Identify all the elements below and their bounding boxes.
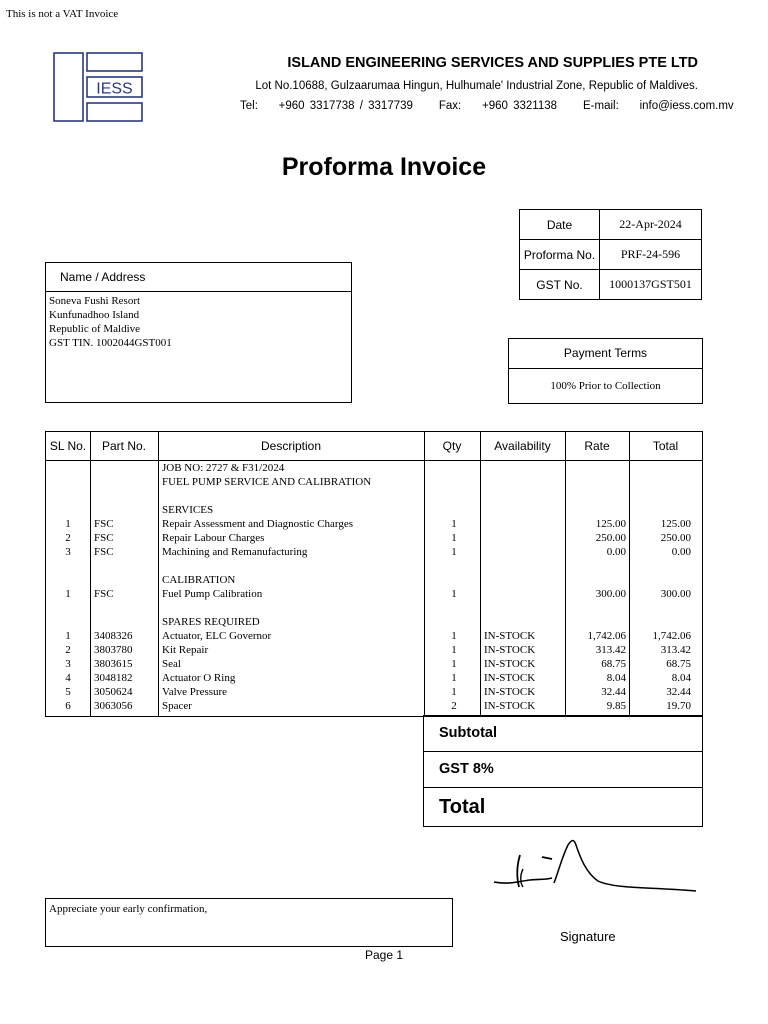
gst-value: 1000137GST501: [600, 270, 702, 300]
row-description: Fuel Pump Calibration: [162, 588, 263, 600]
signature-label: Signature: [560, 929, 616, 944]
row-rate: 68.75: [601, 658, 626, 670]
proforma-value: PRF-24-596: [600, 240, 702, 270]
row-qty: 1: [451, 658, 457, 670]
row-sl: 1: [65, 630, 71, 642]
table-row: [46, 615, 702, 629]
table-row: [46, 517, 702, 531]
gst-label: GST No.: [520, 270, 600, 300]
gst-row: [520, 270, 702, 300]
row-total: 125.00: [660, 518, 691, 530]
customer-address-box: [45, 262, 352, 403]
payment-terms-box: [508, 338, 703, 404]
row-part-no: 3050624: [94, 686, 133, 698]
row-description: Actuator, ELC Governor: [162, 630, 272, 642]
row-description: JOB NO: 2727 & F31/2024: [162, 462, 285, 474]
row-description: Machining and Remanufacturing: [162, 546, 308, 558]
row-description: Seal: [162, 658, 181, 670]
date-label: Date: [520, 210, 600, 240]
col-header-rate: Rate: [584, 439, 610, 453]
payment-heading: Payment Terms: [509, 339, 702, 369]
row-sl: 6: [65, 700, 71, 712]
row-description: SERVICES: [162, 504, 214, 516]
row-sl: 1: [65, 588, 71, 600]
row-sl: 1: [65, 518, 71, 530]
col-header-description: Description: [260, 439, 322, 453]
row-rate: 313.42: [595, 644, 626, 656]
row-description: Valve Pressure: [162, 686, 228, 698]
row-part-no: FSC: [94, 532, 114, 544]
totals-box: [423, 715, 703, 827]
row-qty: 1: [451, 672, 457, 684]
row-sl: 4: [65, 672, 71, 684]
table-row: [46, 545, 702, 559]
row-availability: IN-STOCK: [484, 658, 536, 670]
signature-image: [490, 835, 702, 895]
table-row: [46, 685, 702, 699]
table-row: [46, 643, 702, 657]
table-row: [46, 671, 702, 685]
row-sl: 2: [65, 532, 71, 544]
col-header-availability: Availability: [494, 439, 551, 453]
row-part-no: 3803780: [94, 644, 133, 656]
row-rate: 0.00: [606, 546, 626, 558]
date-value: 22-Apr-2024: [600, 210, 702, 240]
customer-line: GST TIN. 1002044GST001: [49, 337, 172, 349]
row-part-no: FSC: [94, 518, 114, 530]
table-row: [46, 699, 702, 713]
company-name: ISLAND ENGINEERING SERVICES AND SUPPLIES PTE LTD: [287, 55, 698, 71]
row-qty: 1: [451, 532, 457, 544]
vat-notice: This is not a VAT Invoice: [6, 8, 119, 20]
row-availability: IN-STOCK: [484, 630, 536, 642]
row-rate: 32.44: [601, 686, 626, 698]
row-availability: IN-STOCK: [484, 672, 536, 684]
proforma-label: Proforma No.: [520, 240, 600, 270]
company-logo: [53, 52, 143, 122]
table-row: [46, 503, 702, 517]
table-row: [46, 531, 702, 545]
row-qty: 1: [451, 588, 457, 600]
row-part-no: FSC: [94, 588, 114, 600]
row-total: 32.44: [666, 686, 691, 698]
row-total: 8.04: [671, 672, 691, 684]
row-total: 19.70: [666, 700, 691, 712]
table-row: [46, 573, 702, 587]
page-title: Proforma Invoice: [281, 153, 487, 181]
row-qty: 1: [451, 686, 457, 698]
customer-heading: Name / Address: [46, 263, 351, 292]
row-total: 1,742.06: [652, 630, 691, 642]
gst-total-label: GST 8%: [424, 751, 702, 787]
table-row: [46, 657, 702, 671]
row-total: 0.00: [671, 546, 691, 558]
row-total: 68.75: [666, 658, 691, 670]
row-rate: 300.00: [595, 588, 626, 600]
row-part-no: 3408326: [94, 630, 133, 642]
row-qty: 1: [451, 644, 457, 656]
row-availability: IN-STOCK: [484, 644, 536, 656]
confirmation-note-box: [45, 898, 453, 947]
table-row: [46, 629, 702, 643]
subtotal-label: Subtotal: [424, 715, 702, 751]
col-header-qty: Qty: [442, 439, 462, 453]
row-description: Actuator O Ring: [162, 672, 236, 684]
table-row: [46, 475, 702, 489]
proforma-row: [520, 240, 702, 270]
row-description: FUEL PUMP SERVICE AND CALIBRATION: [162, 476, 372, 488]
customer-line: Republic of Maldive: [49, 323, 141, 335]
row-qty: 1: [451, 546, 457, 558]
row-part-no: 3048182: [94, 672, 133, 684]
row-rate: 9.85: [606, 700, 626, 712]
company-contact: Tel: +960 3317738 / 3317739 Fax: +960 3321138 E-mail: info@iess.com.mv: [240, 100, 734, 112]
col-header-part: Part No.: [101, 439, 146, 453]
row-rate: 8.04: [606, 672, 626, 684]
row-description: Kit Repair: [162, 644, 209, 656]
row-availability: IN-STOCK: [484, 700, 536, 712]
row-sl: 3: [65, 546, 71, 558]
row-sl: 3: [65, 658, 71, 670]
row-total: 300.00: [660, 588, 691, 600]
row-qty: 2: [451, 700, 457, 712]
row-qty: 1: [451, 518, 457, 530]
row-description: Repair Labour Charges: [162, 532, 265, 544]
row-part-no: FSC: [94, 546, 114, 558]
row-qty: 1: [451, 630, 457, 642]
page-number: Page 1: [364, 948, 404, 962]
customer-line: Kunfunadhoo Island: [49, 309, 140, 321]
confirmation-note: Appreciate your early confirmation,: [49, 903, 208, 915]
row-description: Repair Assessment and Diagnostic Charges: [162, 518, 354, 530]
payment-value: 100% Prior to Collection: [550, 380, 661, 392]
row-description: Spacer: [162, 700, 192, 712]
company-address: Lot No.10688, Gulzaarumaa Hingun, Hulhumale' Industrial Zone, Republic of Maldives.: [255, 80, 698, 92]
row-part-no: 3063056: [94, 700, 133, 712]
row-description: SPARES REQUIRED: [162, 616, 260, 628]
invoice-info-table: [519, 209, 702, 300]
customer-lines: [46, 292, 351, 350]
customer-line: Soneva Fushi Resort: [49, 295, 141, 307]
col-header-sl: SL No.: [49, 439, 87, 453]
row-part-no: 3803615: [94, 658, 133, 670]
row-rate: 1,742.06: [587, 630, 626, 642]
row-availability: IN-STOCK: [484, 686, 536, 698]
row-sl: 5: [65, 686, 71, 698]
row-total: 313.42: [660, 644, 691, 656]
grand-total-label: Total: [424, 787, 702, 826]
logo-text: IESS: [96, 80, 133, 98]
items-table-header: [46, 432, 702, 461]
date-row: [520, 210, 702, 240]
table-row: [46, 461, 702, 475]
col-header-total: Total: [652, 439, 679, 453]
row-description: CALIBRATION: [162, 574, 236, 586]
row-rate: 250.00: [595, 532, 626, 544]
items-table: [45, 431, 703, 717]
row-total: 250.00: [660, 532, 691, 544]
row-sl: 2: [65, 644, 71, 656]
row-rate: 125.00: [595, 518, 626, 530]
table-row: [46, 587, 702, 601]
